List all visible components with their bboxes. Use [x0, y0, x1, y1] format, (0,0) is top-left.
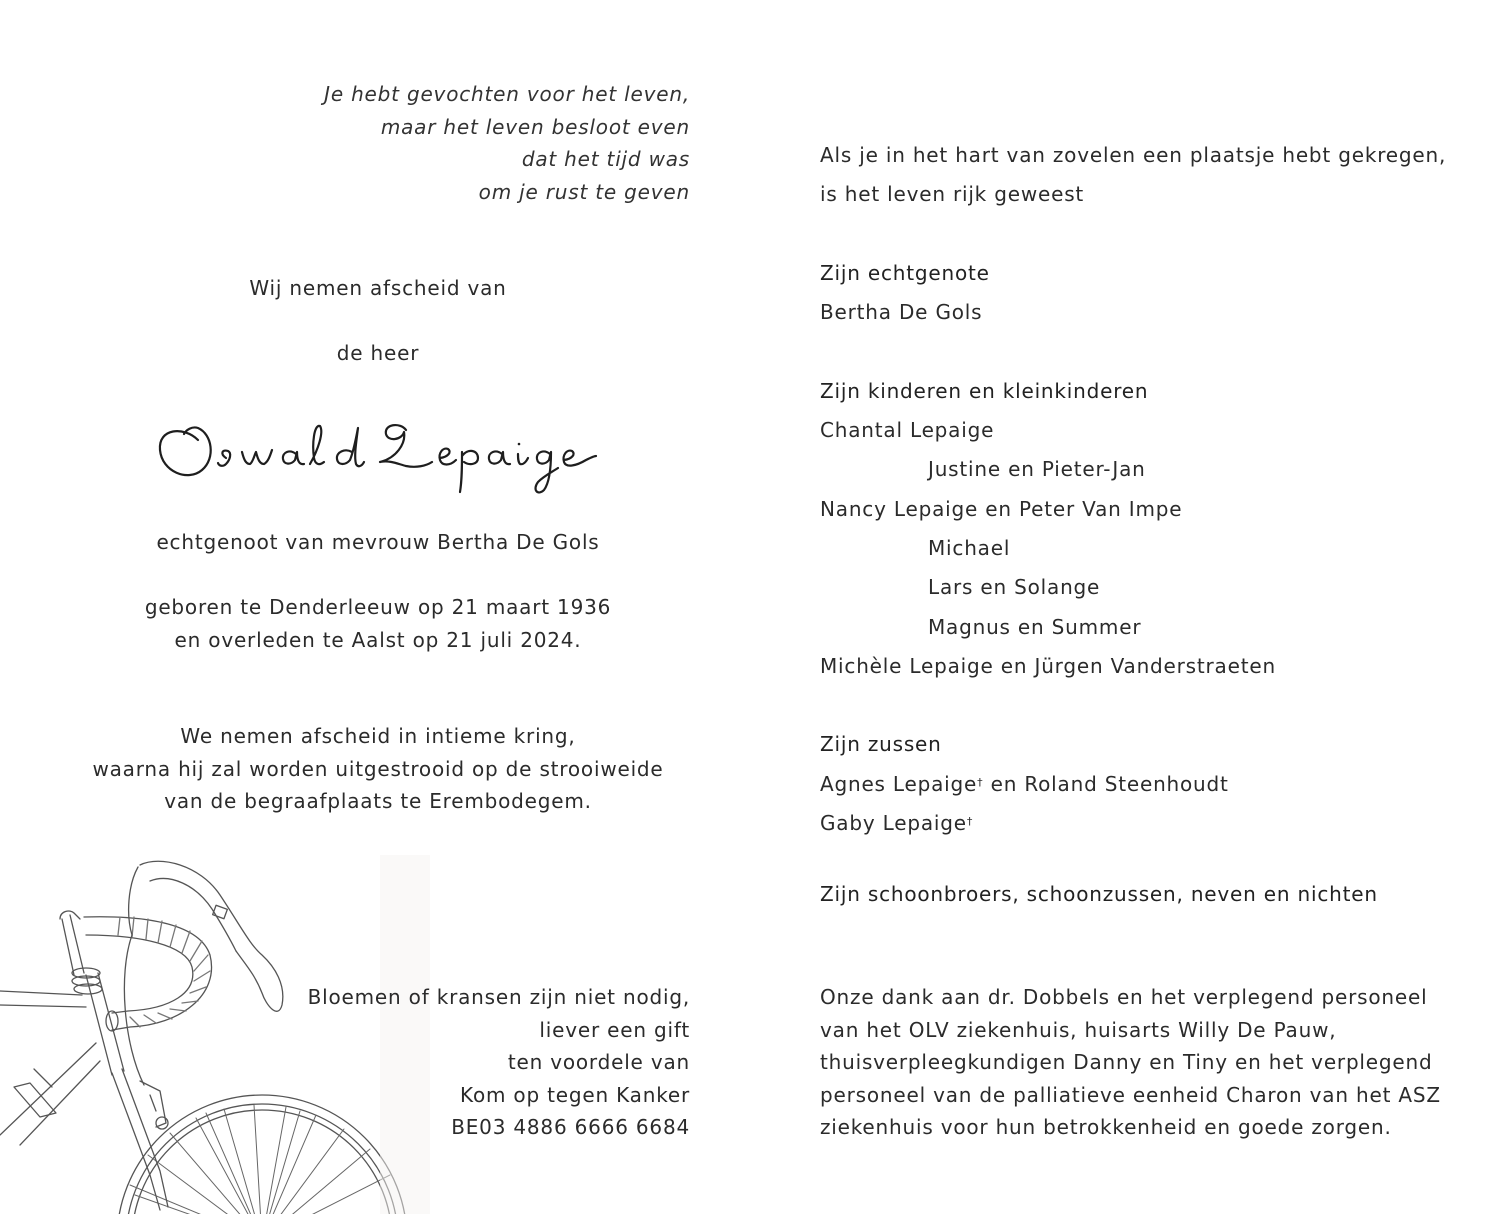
poem-line: Je hebt gevochten voor het leven, — [324, 82, 690, 106]
deceased-mark: † — [966, 815, 974, 829]
deceased-mark: † — [977, 775, 984, 789]
donation-text — [300, 981, 690, 1144]
grandchild-name: Magnus en Summer — [928, 614, 1142, 639]
title-line: de heer — [336, 341, 420, 365]
donation-line: ten voordele van — [507, 1050, 690, 1074]
dates — [60, 591, 696, 656]
sister-partner: en Roland Steenhoudt — [983, 771, 1229, 796]
spouse-name: Bertha De Gols — [820, 300, 983, 325]
thanks-line: ziekenhuis voor hun betrokkenheid en goede zorgen. — [820, 1115, 1392, 1139]
ceremony-line: We nemen afscheid in intieme kring, — [180, 724, 576, 748]
intro-line: is het leven rijk geweest — [820, 182, 1085, 207]
died-line: en overleden te Aalst op 21 juli 2024. — [174, 627, 582, 652]
ceremony-line: van de begraafplaats te Erembodegem. — [164, 789, 592, 813]
thanks-line: thuisverpleegkundigen Danny en Tiny en het verplegend — [820, 1050, 1433, 1074]
grandchild-name: Michael — [928, 535, 1011, 560]
child-name: Chantal Lepaige — [820, 418, 995, 443]
ceremony-text — [60, 720, 696, 818]
grandchild-name: Lars en Solange — [928, 575, 1101, 600]
sister-line — [820, 804, 1460, 843]
thanks-line: Onze dank aan dr. Dobbels en het verplegend personeel — [820, 985, 1428, 1009]
donation-charity: Kom op tegen Kanker — [460, 1082, 690, 1107]
spacer — [820, 686, 1460, 725]
sister-name: Gaby Lepaige — [820, 811, 967, 836]
farewell-intro: Wij nemen afscheid van — [249, 276, 507, 300]
spacer — [820, 332, 1460, 371]
spouse-line: echtgenoot van mevrouw Bertha De Gols — [156, 530, 600, 554]
poem-line: dat het tijd was — [521, 147, 690, 171]
name-signature — [140, 400, 620, 510]
donation-line: Bloemen of kransen zijn niet nodig, — [307, 985, 690, 1009]
spacer — [820, 215, 1460, 254]
donation-iban: BE03 4886 6666 6684 — [451, 1115, 690, 1139]
poem — [300, 78, 690, 208]
family-list — [820, 136, 1460, 915]
poem-line: om je rust te geven — [478, 179, 690, 204]
donation-line: liever een gift — [539, 1017, 690, 1042]
poem-line: maar het leven besloot even — [380, 114, 690, 139]
inlaws-heading: Zijn schoonbroers, schoonzussen, neven en nichten — [820, 882, 1378, 907]
spouse-heading: Zijn echtgenote — [820, 260, 990, 285]
sister-line — [820, 765, 1460, 804]
sisters-heading: Zijn zussen — [820, 732, 942, 757]
grandchild-name: Justine en Pieter-Jan — [928, 457, 1146, 482]
sister-name: Agnes Lepaige — [820, 771, 978, 796]
spacer — [820, 843, 1460, 875]
thanks-text — [820, 981, 1460, 1144]
intro-line: Als je in het hart van zovelen een plaatsje hebt gekregen, — [820, 143, 1447, 167]
thanks-line: van het OLV ziekenhuis, huisarts Willy De Pauw, — [820, 1017, 1337, 1042]
thanks-line: personeel van de palliatieve eenheid Charon van het ASZ — [820, 1082, 1441, 1107]
child-name: Nancy Lepaige en Peter Van Impe — [820, 496, 1183, 521]
born-line: geboren te Denderleeuw op 21 maart 1936 — [144, 595, 612, 619]
child-name: Michèle Lepaige en Jürgen Vanderstraeten — [820, 653, 1276, 678]
ceremony-line: waarna hij zal worden uitgestrooid op de strooiweide — [92, 756, 664, 781]
children-heading: Zijn kinderen en kleinkinderen — [820, 378, 1149, 403]
